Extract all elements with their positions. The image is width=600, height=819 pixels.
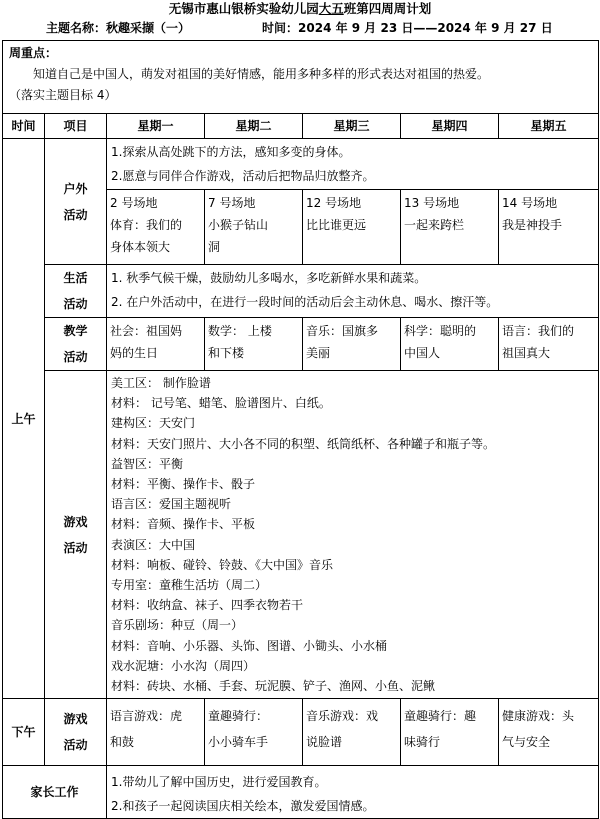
outdoor-activity: 比比谁更远 <box>306 218 367 232</box>
header-friday: 星期五 <box>499 114 599 139</box>
subtitle <box>0 18 600 38</box>
game-line: 建构区：天安门 <box>111 416 196 431</box>
item-outdoor-label-1: 户外 <box>63 181 88 196</box>
teaching-tuesday <box>205 318 303 371</box>
teaching-text: 社会：祖国妈 <box>110 324 183 338</box>
item-afternoon-game-label-1: 游戏 <box>63 712 88 727</box>
title-suffix: 班第四周周计划 <box>343 1 432 16</box>
teaching-text: 和下楼 <box>208 346 245 360</box>
outdoor-monday <box>107 190 205 265</box>
game-line: 材料：音频、操作卡、平板 <box>111 517 256 532</box>
afternoon-wednesday <box>303 699 401 766</box>
header-monday: 星期一 <box>107 114 205 139</box>
section-afternoon: 下午 <box>3 699 45 766</box>
game-line: 材料：收纳盒、袜子、四季衣物若干 <box>111 598 304 613</box>
item-teaching-label-1: 教学 <box>63 324 88 338</box>
afternoon-tuesday <box>205 699 303 766</box>
item-game-label-2: 活动 <box>63 540 88 555</box>
time-value: 2024 年 9 月 23 日——2024 年 9 月 27 日 <box>298 21 553 35</box>
item-life <box>45 265 107 318</box>
title-class: 大五 <box>318 1 344 16</box>
game-line: 戏水泥塘：小水沟（周四） <box>111 658 256 673</box>
outdoor-tuesday <box>205 190 303 265</box>
parent-line: 2.和孩子一起阅读国庆相关绘本，激发爱国情感。 <box>111 799 375 814</box>
weekly-plan-table <box>2 40 599 819</box>
afternoon-text: 说脸谱 <box>306 735 343 750</box>
teaching-wednesday <box>303 318 401 371</box>
afternoon-friday <box>499 699 599 766</box>
outdoor-activity: 小猴子钻山 <box>208 218 269 232</box>
life-line: 2. 在户外活动中，在进行一段时间的活动后会主动休息、喝水、擦汗等。 <box>111 295 499 309</box>
header-wednesday: 星期三 <box>303 114 401 139</box>
game-areas <box>107 371 599 699</box>
outdoor-site: 13 号场地 <box>404 196 460 210</box>
outdoor-site: 14 号场地 <box>502 196 558 210</box>
afternoon-monday <box>107 699 205 766</box>
outdoor-site: 2 号场地 <box>110 196 158 210</box>
page-title <box>0 0 600 18</box>
outdoor-goal: 1.探索从高处跳下的方法，感知多变的身体。 <box>111 145 351 159</box>
focus-note: （落实主题目标 4） <box>9 88 117 102</box>
outdoor-goals <box>107 139 599 190</box>
item-life-label-2: 活动 <box>63 297 88 311</box>
game-line: 材料：响板、碰铃、铃鼓、《大中国》音乐 <box>111 557 334 572</box>
game-line: 材料：天安门照片、大小各不同的积塑、纸筒纸杯、各种罐子和瓶子等。 <box>111 436 496 451</box>
teaching-text: 美丽 <box>306 346 331 360</box>
afternoon-text: 音乐游戏：戏 <box>306 709 379 724</box>
teaching-friday <box>499 318 599 371</box>
header-item: 项目 <box>45 114 107 139</box>
afternoon-text: 小小骑车手 <box>208 735 269 750</box>
header-time: 时间 <box>3 114 45 139</box>
teaching-thursday <box>401 318 499 371</box>
game-line: 材料： 记号笔、蜡笔、脸谱图片、白纸。 <box>111 396 331 411</box>
title-prefix: 无锡市惠山银桥实验幼儿园 <box>168 1 319 16</box>
afternoon-text: 童趣骑行：趣 <box>404 709 477 724</box>
teaching-text: 中国人 <box>404 346 441 360</box>
game-line: 音乐剧场：种豆（周一） <box>111 618 244 633</box>
item-game-label-1: 游戏 <box>63 514 88 529</box>
outdoor-wednesday <box>303 190 401 265</box>
life-content <box>107 265 599 318</box>
teaching-text: 数学： 上楼 <box>208 324 272 338</box>
outdoor-activity: 洞 <box>208 240 221 254</box>
teaching-text: 妈的生日 <box>110 346 159 360</box>
header-thursday: 星期四 <box>401 114 499 139</box>
section-morning: 上午 <box>3 139 45 699</box>
outdoor-site: 12 号场地 <box>306 196 362 210</box>
time-label: 时间： <box>262 21 299 35</box>
game-line: 材料：音响、小乐器、头饰、图谱、小锄头、小水桶 <box>111 638 388 653</box>
afternoon-thursday <box>401 699 499 766</box>
item-afternoon-game <box>45 699 107 766</box>
weekly-focus <box>3 41 599 114</box>
focus-label: 周重点： <box>9 46 58 60</box>
afternoon-text: 语言游戏：虎 <box>110 709 183 724</box>
afternoon-text: 味骑行 <box>404 735 441 750</box>
life-line: 1. 秋季气候干燥，鼓励幼儿多喝水，多吃新鲜水果和蔬菜。 <box>111 271 427 285</box>
parent-line: 1.带幼儿了解中国历史，进行爱国教育。 <box>111 775 327 790</box>
item-teaching <box>45 318 107 371</box>
teaching-monday <box>107 318 205 371</box>
outdoor-activity: 我是神投手 <box>502 218 563 232</box>
teaching-text: 科学：聪明的 <box>404 324 477 338</box>
item-outdoor-label-2: 活动 <box>63 207 88 222</box>
focus-content: 知道自己是中国人，萌发对祖国的美好情感，能用多种多样的形式表达对祖国的热爱。 <box>33 67 490 81</box>
game-line: 材料：砖块、水桶、手套、玩泥膜、铲子、渔网、小鱼、泥鳅 <box>111 679 436 694</box>
outdoor-thursday <box>401 190 499 265</box>
teaching-text: 祖国真大 <box>502 346 551 360</box>
header-row <box>3 114 599 139</box>
outdoor-activity: 体育：我们的 <box>110 218 183 232</box>
afternoon-text: 气与安全 <box>502 735 551 750</box>
item-afternoon-game-label-2: 活动 <box>63 738 88 753</box>
item-teaching-label-2: 活动 <box>63 350 88 364</box>
afternoon-text: 童趣骑行： <box>208 709 269 724</box>
afternoon-text: 和鼓 <box>110 735 135 750</box>
parent-work-label: 家长工作 <box>3 766 107 819</box>
theme-name <box>46 18 190 38</box>
item-outdoor <box>45 139 107 265</box>
game-line: 表演区：大中国 <box>111 537 196 552</box>
item-game <box>45 371 107 699</box>
teaching-text: 音乐：国旗多 <box>306 324 379 338</box>
theme-value: 秋趣采撷（一） <box>106 21 191 35</box>
game-line: 语言区：爱国主题视听 <box>111 497 232 512</box>
time-range <box>262 18 553 38</box>
afternoon-text: 健康游戏：头 <box>502 709 575 724</box>
game-line: 专用室：童稚生活坊（周二） <box>111 578 268 593</box>
game-line: 材料：平衡、操作卡、骰子 <box>111 477 256 492</box>
game-line: 美工区： 制作脸谱 <box>111 376 211 390</box>
game-line: 益智区：平衡 <box>111 456 184 471</box>
header-tuesday: 星期二 <box>205 114 303 139</box>
teaching-text: 语言：我们的 <box>502 324 575 338</box>
outdoor-site: 7 号场地 <box>208 196 256 210</box>
item-life-label-1: 生活 <box>63 271 88 285</box>
outdoor-goal: 2.愿意与同伴合作游戏，活动后把物品归放整齐。 <box>111 169 375 183</box>
theme-label: 主题名称： <box>46 21 107 35</box>
parent-work-content <box>107 766 599 819</box>
outdoor-activity: 一起来跨栏 <box>404 218 465 232</box>
outdoor-friday <box>499 190 599 265</box>
outdoor-activity: 身体本领大 <box>110 240 171 254</box>
